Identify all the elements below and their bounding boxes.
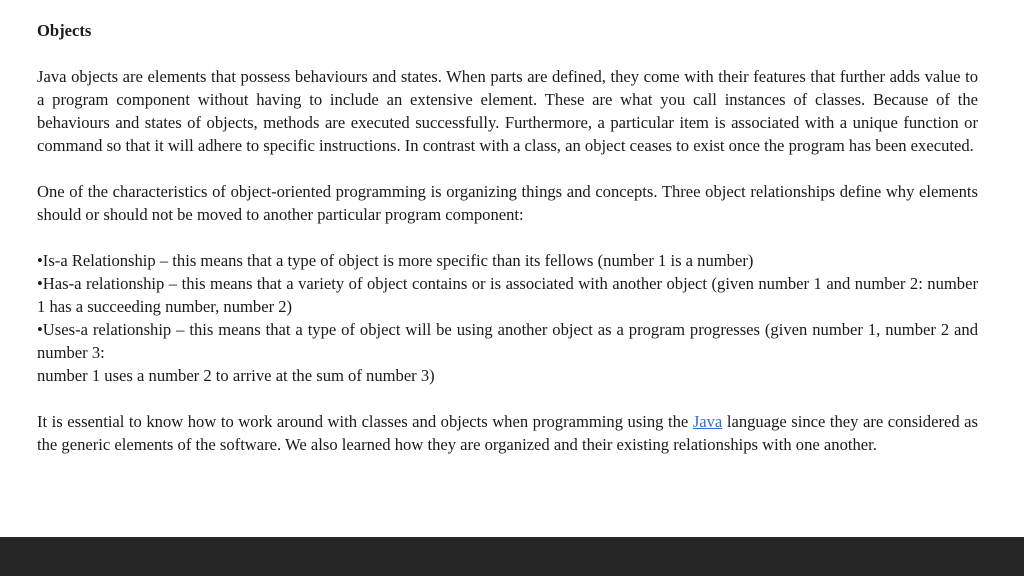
java-link[interactable]: Java	[692, 412, 723, 431]
list-item-uses-a: •Uses-a relationship – this means that a type of object will be using another object as a program progresses (given number 1, number 2 and number 3:	[37, 320, 978, 362]
list-item-uses-a-continued: number 1 uses a number 2 to arrive at the sum of number 3)	[37, 366, 435, 385]
list-item-has-a: •Has-a relationship – this means that a variety of object contains or is associated with another object (given number 1 and number 2: number 1 has a succeeding number, number 2)	[37, 274, 978, 316]
relationship-list	[37, 249, 978, 387]
list-item-is-a: •Is-a Relationship – this means that a type of object is more specific than its fellows (number 1 is a number)	[37, 251, 754, 270]
footer-bar	[0, 537, 1024, 576]
conclusion-text-end: language since they are considered as the generic elements of the software. We also learned how they are organized and their existing relationships with one another.	[37, 412, 978, 454]
conclusion-text-start: It is essential to know how to work around with classes and objects when programming using the	[37, 412, 693, 431]
paragraph-oop-characteristics: One of the characteristics of object-oriented programming is organizing things and concepts. Three object relationships define why elements should or should not be moved to another particular program component:	[37, 182, 978, 224]
paragraph-objects-intro: Java objects are elements that possess behaviours and states. When parts are defined, they come with their features that further adds value to a program component without having to include an extensive element. These are what you call instances of classes. Because of the behaviours and states of objects, methods are executed successfully. Furthermore, a particular item is associated with a unique function or command so that it will adhere to specific instructions. In contrast with a class, an object ceases to exist once the program has been executed.	[37, 67, 978, 155]
section-heading: Objects	[37, 21, 92, 40]
document-body	[37, 19, 978, 479]
paragraph-conclusion	[37, 410, 978, 456]
